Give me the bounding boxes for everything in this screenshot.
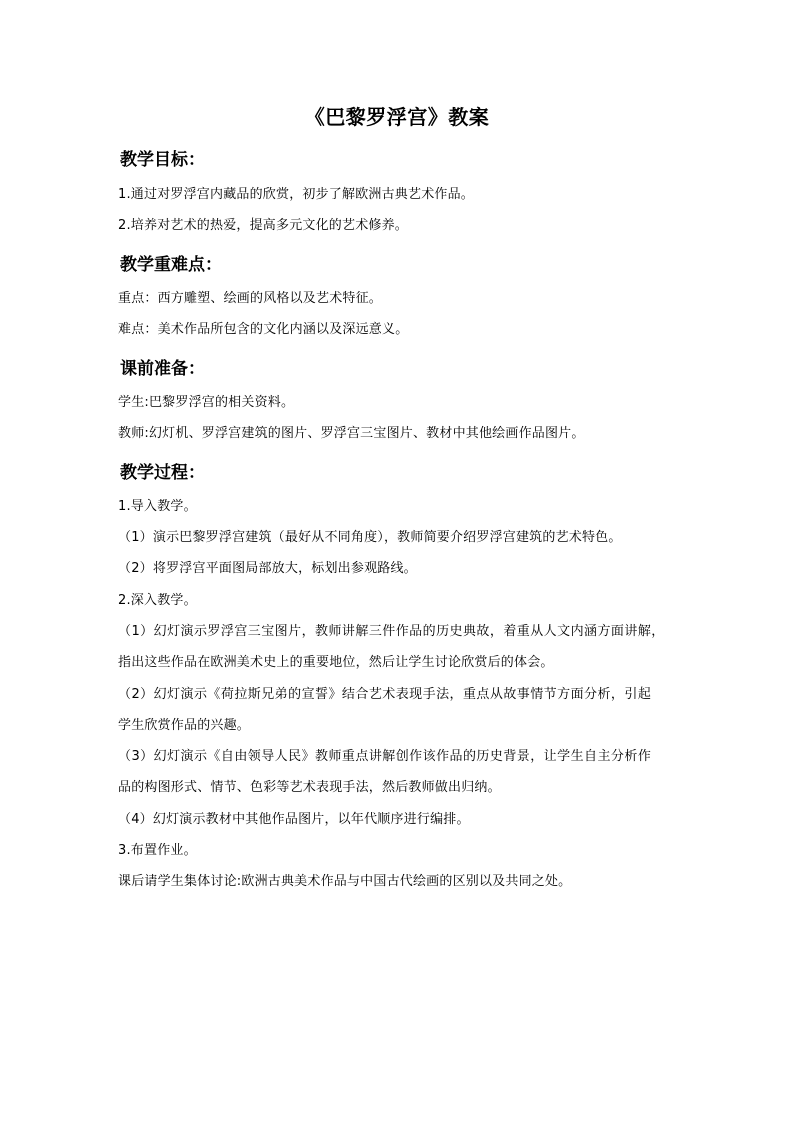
process-line-11: （4）幻灯演示教材中其他作品图片，以年代顺序进行编排。 xyxy=(118,812,470,827)
document-title: 《巴黎罗浮宫》教案 xyxy=(304,105,490,129)
section-heading-key-points: 教学重难点： xyxy=(120,255,222,275)
process-line-12: 3.布置作业。 xyxy=(118,843,197,858)
section-heading-process: 教学过程： xyxy=(120,463,205,483)
process-line-6: 指出这些作品在欧洲美术史上的重要地位，然后让学生讨论欣赏后的体会。 xyxy=(118,655,554,670)
process-line-8: 学生欣赏作品的兴趣。 xyxy=(118,718,251,733)
process-line-1: 1.导入教学。 xyxy=(118,499,197,514)
process-line-13: 课后请学生集体讨论:欧洲古典美术作品与中国古代绘画的区别以及共同之处。 xyxy=(118,874,572,889)
process-line-9: （3）幻灯演示《自由领导人民》教师重点讲解创作该作品的历史背景，让学生自主分析作 xyxy=(118,749,652,764)
section-heading-preparation: 课前准备： xyxy=(120,359,205,379)
key-points-line-1: 重点：西方雕塑、绘画的风格以及艺术特征。 xyxy=(118,291,383,306)
process-line-10: 品的构图形式、情节、色彩等艺术表现手法，然后教师做出归纳。 xyxy=(118,780,501,795)
preparation-line-2: 教师:幻灯机、罗浮宫建筑的图片、罗浮宫三宝图片、教材中其他绘画作品图片。 xyxy=(118,426,585,441)
process-line-5: （1）幻灯演示罗浮宫三宝图片，教师讲解三件作品的历史典故，着重从人文内涵方面讲解， xyxy=(118,624,665,639)
process-line-7: （2）幻灯演示《荷拉斯兄弟的宣誓》结合艺术表现手法，重点从故事情节方面分析，引起 xyxy=(118,687,652,702)
process-line-3: （2）将罗浮宫平面图局部放大，标划出参观路线。 xyxy=(118,561,417,576)
section-heading-goals: 教学目标： xyxy=(120,150,205,170)
process-line-2: （1）演示巴黎罗浮宫建筑（最好从不同角度），教师简要介绍罗浮宫建筑的艺术特色。 xyxy=(118,530,622,545)
goals-line-1: 1.通过对罗浮宫内藏品的欣赏，初步了解欧洲古典艺术作品。 xyxy=(118,187,475,202)
goals-line-2: 2.培养对艺术的热爱，提高多元文化的艺术修养。 xyxy=(118,218,409,233)
process-line-4: 2.深入教学。 xyxy=(118,593,197,608)
preparation-line-1: 学生:巴黎罗浮宫的相关资料。 xyxy=(118,395,295,410)
key-points-line-2: 难点：美术作品所包含的文化内涵以及深远意义。 xyxy=(118,322,409,337)
